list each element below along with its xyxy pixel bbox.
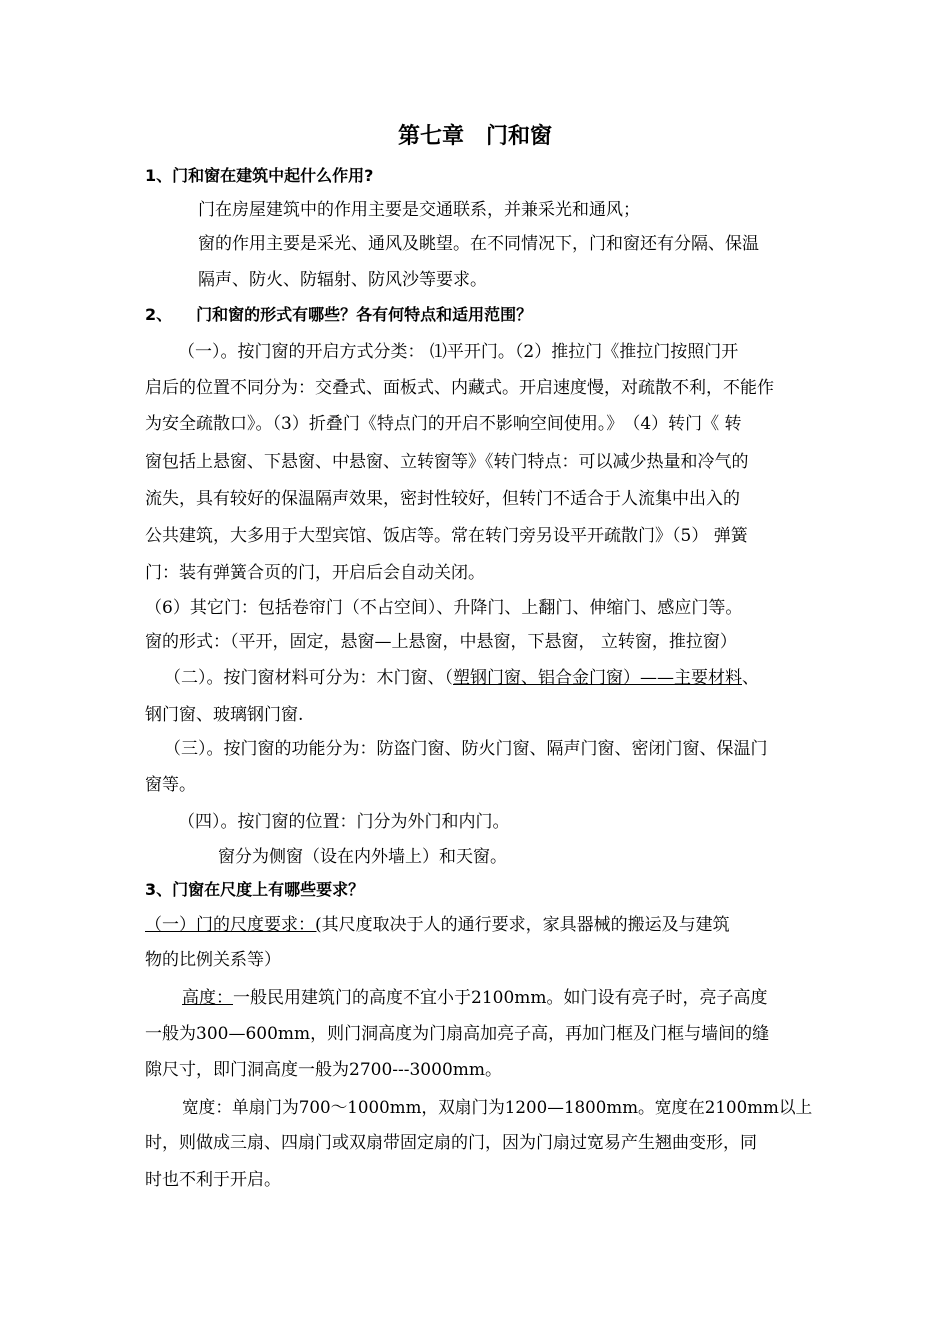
q2-line-10-start: （二）。按门窗材料可分为：木门窗、（ <box>164 668 453 688</box>
q3-line-3-rest: 一般民用建筑门的高度不宜小于2100mm。如门设有亮子时，亮子高度 <box>233 988 768 1008</box>
q2-line-10-underlined: 塑钢门窗、铝合金门窗）——主要材料 <box>453 668 742 688</box>
q2-line-8: （6）其它门：包括卷帘门（不占空间）、升降门、上翻门、伸缩门、感应门等。 <box>145 598 743 618</box>
q2-line-15: 窗分为侧窗（设在内外墙上）和天窗。 <box>218 847 507 867</box>
q2-line-9: 窗的形式：（平开，固定，悬窗—上悬窗，中悬窗，下悬窗， 立转窗，推拉窗） <box>145 632 737 652</box>
q3-line-1 <box>145 913 730 937</box>
q2-line-4: 窗包括上悬窗、下悬窗、中悬窗、立转窗等》《转门特点：可以减少热量和冷气的 <box>145 452 749 472</box>
q2-line-5: 流失，具有较好的保温隔声效果，密封性较好，但转门不适合于人流集中出入的 <box>145 489 740 509</box>
q1-answer-line-2: 窗的作用主要是采光、通风及眺望。在不同情况下，门和窗还有分隔、保温 <box>198 234 759 254</box>
q3-line-5: 隙尺寸，即门洞高度一般为2700---3000mm。 <box>145 1060 502 1080</box>
question-2: 2、 门和窗的形式有哪些？各有何特点和适用范围？ <box>145 305 533 324</box>
q3-line-7: 时，则做成三扇、四扇门或双扇带固定扇的门，因为门扇过宽易产生翘曲变形，同 <box>145 1133 757 1153</box>
q2-line-10-end: 、 <box>742 668 759 688</box>
q3-height-label: 高度： <box>182 988 233 1008</box>
q2-line-3: 为安全疏散口》。（3）折叠门《特点门的开启不影响空间使用。》 （4）转门《 转 <box>145 414 742 434</box>
q2-line-6: 公共建筑，大多用于大型宾馆、饭店等。常在转门旁另设平开疏散门》（5） 弹簧 <box>145 526 748 546</box>
q3-line-1-rest: 其尺度取决于人的通行要求，家具器械的搬运及与建筑 <box>321 915 730 935</box>
q2-line-10 <box>164 666 759 690</box>
q2-line-11: 钢门窗、玻璃钢门窗. <box>145 705 304 725</box>
q3-line-4: 一般为300—600mm，则门洞高度为门扇高加亮子高，再加门框及门框与墙间的缝 <box>145 1024 770 1044</box>
q2-line-1: （一）。按门窗的开启方式分类： ⑴平开门。（2）推拉门《推拉门按照门开 <box>178 342 739 362</box>
question-3: 3、门窗在尺度上有哪些要求？ <box>145 880 365 899</box>
page-title: 第七章 门和窗 <box>397 124 552 149</box>
q3-line-2: 物的比例关系等） <box>145 950 281 970</box>
q3-line-3 <box>182 986 768 1010</box>
q3-line-8: 时也不利于开启。 <box>145 1170 281 1190</box>
question-1: 1、门和窗在建筑中起什么作用? <box>145 166 374 185</box>
q2-line-2: 启后的位置不同分为：交叠式、面板式、内藏式。开启速度慢，对疏散不利，不能作 <box>145 378 774 398</box>
q2-line-14: （四）。按门窗的位置：门分为外门和内门。 <box>178 812 510 832</box>
q2-line-7: 门：装有弹簧合页的门，开启后会自动关闭。 <box>145 563 485 583</box>
q2-line-12: （三）。按门窗的功能分为：防盗门窗、防火门窗、隔声门窗、密闭门窗、保温门 <box>164 739 768 759</box>
q1-answer-line-3: 隔声、防火、防辐射、防风沙等要求。 <box>198 270 487 290</box>
q3-line-6: 宽度：单扇门为700～1000mm，双扇门为1200—1800mm。宽度在2100mm以上 <box>182 1098 813 1118</box>
q1-answer-line-1: 门在房屋建筑中的作用主要是交通联系，并兼采光和通风； <box>198 200 640 220</box>
q2-line-13: 窗等。 <box>145 775 196 795</box>
q3-line-1-underlined: （一）门的尺度要求：( <box>145 915 322 935</box>
